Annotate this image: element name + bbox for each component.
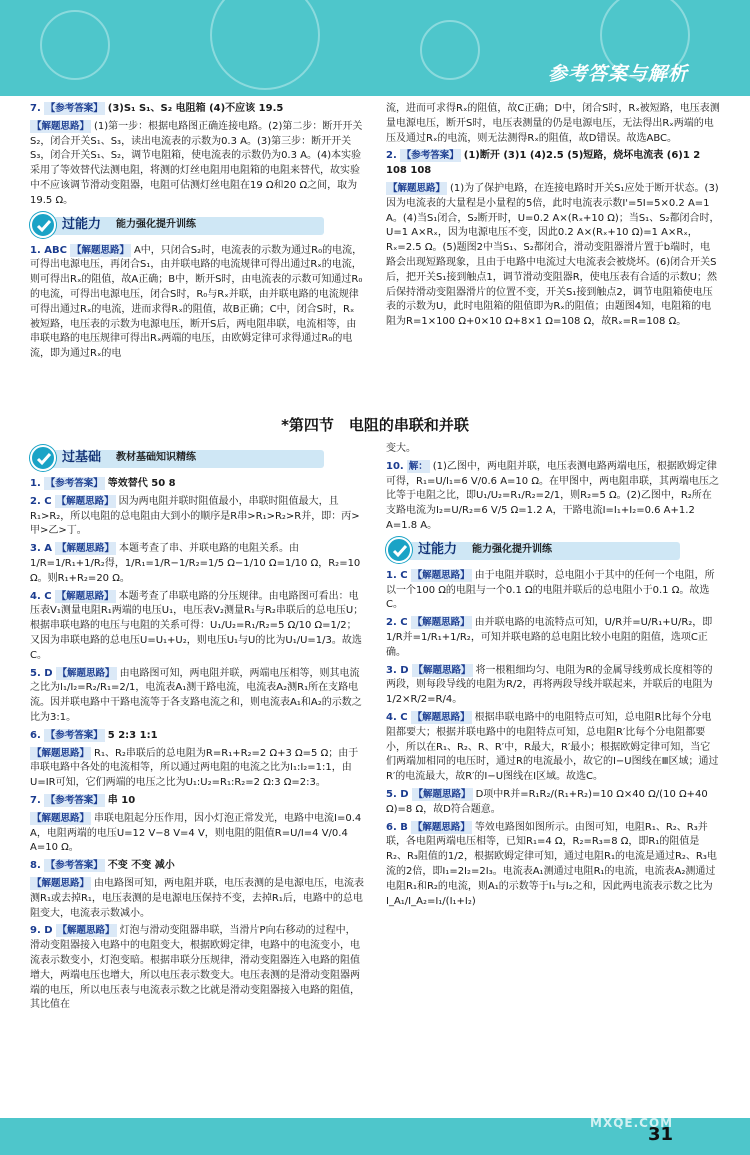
chapter-title: *第四节 电阻的串联和并联 [281, 416, 469, 434]
answer-item: 1. C 【解题思路】 由于电阻并联时，总电阻小于其中的任何一个电阻，所以一个100 Ω的电阻与一个0.1 Ω的电阻并联后的总电阻小于0.1 Ω。故选C。 [386, 569, 715, 611]
answer-item: 10. 解： (1)乙图中，两电阻并联，电压表测电路两端电压，根据欧姆定律可得，R₁=U/I₁=6 V/0.6 A=10 Ω。在甲图中，两电阻串联，其两端电压之比等于电阻之比，即U₁/U₂=R₁/R₂=2/1，则R₂=5 Ω。(2)乙图中，R₂所在支路电流为I₂=U/R₂=6 V/5 Ω=1.2 A，干路电流I=I₁+I₂=0.6 A+1.2 A=1.8 A。 [386, 460, 719, 531]
header-band [0, 0, 750, 96]
decorative-doodle [40, 10, 110, 80]
right-column-upper [386, 102, 720, 333]
answer-item: 【解题思路】 由电路图可知，两电阻并联，电压表测的是电源电压，电流表测R₁或去掉R₁，电压表测的是电源电压保持不变，去掉R₁后，电路中的总电阻变大，电流表示数减小。 [30, 877, 365, 919]
answer-item: 5. D 【解题思路】 D项中R并=R₁R₂/(R₁+R₂)=10 Ω×40 Ω/(10 Ω+40 Ω)=8 Ω，故D符合题意。 [386, 788, 708, 815]
answer-item: 【解题思路】 R₁、R₂串联后的总电阻为R=R₁+R₂=2 Ω+3 Ω=5 Ω；由于串联电路中各处的电流相等，所以通过两电阻的电流之比为I₁:I₂=1:1，由U=IR可知，它们两端的电压之比为U₁:U₂=R₁:R₂=2 Ω:3 Ω=2:3。 [30, 747, 359, 789]
answer-item: 【解题思路】 (1)为了保护电路，在连接电路时开关S₁应处于断开状态。(3)因为电流表的大量程是小量程的5倍，此时电流表示数I'=5I=5×0.2 A=1 A。(4)当S₁闭合，S₂断开时，U=0.2 A×(Rₓ+10 Ω)；当S₁、S₂都闭合时，U=1 A×Rₓ，因为电源电压不变，因此0.2 A×(Rₓ+10 Ω)=1 A×Rₓ，Rₓ=2.5 Ω。(5)题图2中当S₁、S₂都闭合，滑动变阻器滑片置于b端时，电路会出现短路现象，且由于电路中电流过大电流表会被烧坏。(6)闭合开关S后，把开关S₁接到触点1，调节滑动变阻器R，使电压表有合适的示数U；然后保持滑动变阻器滑片的位置不变，开关S₁接到触点2，调节电阻箱使电压表的示数为U，此时电阻箱的阻值即为Rₓ的阻值；由题图4知，电阻箱的电阻为R=1×100 Ω+0×10 Ω+8×1 Ω=108 Ω，故Rₓ=R=108 Ω。 [386, 182, 720, 328]
check-icon [386, 537, 412, 563]
left-column-upper [30, 102, 364, 365]
answer-item: 4. C 【解题思路】 根据串联电路中的电阻特点可知，总电阻R比每个分电阻都要大；根据并联电路中的电阻特点可知，总电阻R′比每个分电阻都要小，所以在R₁、R₂、R、R′中，R最大，R′最小；根据欧姆定律可知，当它们两端加相同的电压时，通过R的电流最小，故它的I−U图线在Ⅲ区域；通过R′的电流最大，故R′的I−U图线在Ⅰ区域。故选C。 [386, 711, 719, 783]
watermark-text: MXQE.COM [590, 1116, 674, 1130]
answer-item: 9. D 【解题思路】 灯泡与滑动变阻器串联，当滑片P向右移动的过程中，滑动变阻器接入电路中的电阻变大，根据欧姆定律，电路中的电流变小，电流表示数变小，灯泡变暗。根据串联分压规律，滑动变阻器连入电路的阻值增大，两端电压也增大，所以电压表示数变大。电压表测的是滑动变阻器两端的电压，所以电压表与电流表示数之比就是滑动变阻器接入电路的阻值，其比值在 [30, 925, 360, 1011]
check-icon [30, 445, 56, 471]
section-header-ability: 过能力 能力强化提升训练 [386, 538, 720, 564]
answer-item: 2. 【参考答案】 (1)断开 (3)1 (4)2.5 (5)短路，烧坏电流表 (6)1 2 108 108 [386, 150, 701, 177]
answer-item: 5. D 【解题思路】 由电路图可知，两电阻并联，两端电压相等，则其电流之比为I₁/I₂=R₂/R₁=2/1，电流表A₁测干路电流，电流表A₂测R₁所在支路电流。因并联电路中干路电流等于各支路电流之和，则电流表A₁和A₂的示数之比为3:1。 [30, 667, 362, 723]
left-column-lower [30, 442, 364, 1016]
answer-item: 2. C 【解题思路】 因为两电阻并联时阻值最小，串联时阻值最大，且R₁>R₂，所以电阻的总电阻由大到小的顺序是R串>R₁>R₂>R并，即：丙>甲>乙>丁。 [30, 495, 360, 537]
answer-item: 1. 【参考答案】 等效替代 50 8 [30, 478, 176, 489]
answer-item: 7. 【参考答案】 串 10 [30, 794, 136, 806]
answer-item: 1. ABC 【解题思路】 A中，只闭合S₂时，电流表的示数为通过R₀的电流，可得出电源电压，再闭合S₁，由并联电路的电流规律可得出通过Rₓ的电流，则可得出Rₓ的阻值，故A正确；B中，断开S时，由电流表的示数可知通过R₀的电流，可得出电源电压，闭合S时，R₀与Rₓ并联，由并联电路的电流规律可得出通过Rₓ的电流，进而求得Rₓ的阻值，故B正确；C中，闭合S时，Rₓ被短路，电压表的示数为电源电压，断开S后，两电阻串联，电流相等，由串联电路的电压规律可得出Rₓ两端的电压，由欧姆定律可求得通过R₀的电流，即为通过Rₓ的电 [30, 244, 363, 360]
answer-item: 6. B 【解题思路】 等效电路图如图所示。由图可知，电阻R₁、R₂、R₃并联，各电阻两端电压相等，已知R₁=4 Ω，R₂=R₃=8 Ω，即R₁的阻值是R₂、R₃阻值的1/2，根据欧姆定律可知，通过电阻R₁的电流是通过R₂、R₃电流的2倍，即I₁=2I₂=2I₃。电流表A₁测通过电阻R₁的电流，电流表A₂测通过电阻R₁和R₂的电流，则A₁的示数等于I₁与I₂之和，因此两电流表示数之比为I_A₁/I_A₂=I₁/(I₁+I₂) [386, 821, 717, 907]
check-icon [30, 212, 56, 238]
answer-item: 4. C 【解题思路】 本题考查了串联电路的分压规律。由电路图可看出：电压表V₁测量电阻R₁两端的电压U₁，电压表V₂测量R₁与R₂串联后的总电压U；根据串联电路的电压与电阻的关系可得：U₁/U₂=R₁/R₂=5 Ω/10 Ω=1/2；又因为串联电路的总电压U=U₁+U₂，则电压U₁与U的比为U₁/U=1/3。故选C。 [30, 590, 364, 661]
decorative-doodle [420, 20, 480, 80]
decorative-doodle [210, 0, 320, 90]
answer-item: 3. A 【解题思路】 本题考查了串、并联电路的电阻关系。由1/R=1/R₁+1/R₂得，1/R₁=1/R−1/R₂=1/5 Ω−1/10 Ω=1/10 Ω，R₂=10 Ω。则R₁+R₂=20 Ω。 [30, 543, 361, 584]
right-column-lower [386, 442, 720, 912]
answer-item: 2. C 【解题思路】 由并联电路的电流特点可知，U/R并=U/R₁+U/R₂，即1/R并=1/R₁+1/R₂，可知并联电路的总电阻比较小电阻的阻值，选项C正确。 [386, 617, 713, 658]
page-number: 31 [648, 1124, 674, 1145]
answer-item: 【解题思路】 (1)第一步：根据电路图正确连接电路。(2)第二步：断开开关S₂，闭合开关S₁、S₃，读出电流表的示数为0.3 A。(3)第三步：断开开关S₃，闭合开关S₁、S₂，调节电阻箱，使电流表的示数仍为0.3 A。(4)本实验采用了等效替代法测电阻，将测的灯丝电阻用电阻箱的电阻来替代，故实验中不应该调节滑动变阻器，电阻可估测灯丝电阻在19 Ω和20 Ω之间，取为19.5 Ω。 [30, 120, 363, 206]
answer-item: 【解题思路】 串联电阻起分压作用，因小灯泡正常发光，电路中电流I=0.4 A，电阻两端的电压U=12 V−8 V=4 V，则电阻的阻值R=U/I=4 V/0.4 A=10 Ω。 [30, 812, 362, 854]
page-header-title: 参考答案与解析 [547, 63, 688, 85]
content-sheet [28, 96, 722, 1118]
answer-item: 8. 【参考答案】 不变 不变 减小 [30, 860, 175, 872]
section-header-ability: 过能力 能力强化提升训练 [30, 213, 364, 239]
section-header-basic: 过基础 教材基础知识精练 [30, 446, 364, 472]
answer-item: 流，进而可求得Rₓ的阻值，故C正确；D中，闭合S时，Rₓ被短路，电压表测量电源电压，断开S时，电压表测量的仍是电源电压，无法得出Rₓ两端的电压及通过Rₓ的电流，则无法测得Rₓ的阻值，故D错误。故选ABC。 [386, 103, 720, 144]
answer-item: 6. 【参考答案】 5 2:3 1:1 [30, 729, 158, 741]
answer-item: 7. 【参考答案】 (3)S₁ S₁、S₂ 电阻箱 (4)不应该 19.5 [30, 103, 284, 114]
answer-item: 变大。 [386, 443, 416, 454]
answer-item: 3. D 【解题思路】 将一根粗细均匀、电阻为R的金属导线剪成长度相等的两段，则每段导线的电阻为R/2，再将两段导线并联起来，并联后的电阻为1/2×R/2=R/4。 [386, 664, 713, 706]
